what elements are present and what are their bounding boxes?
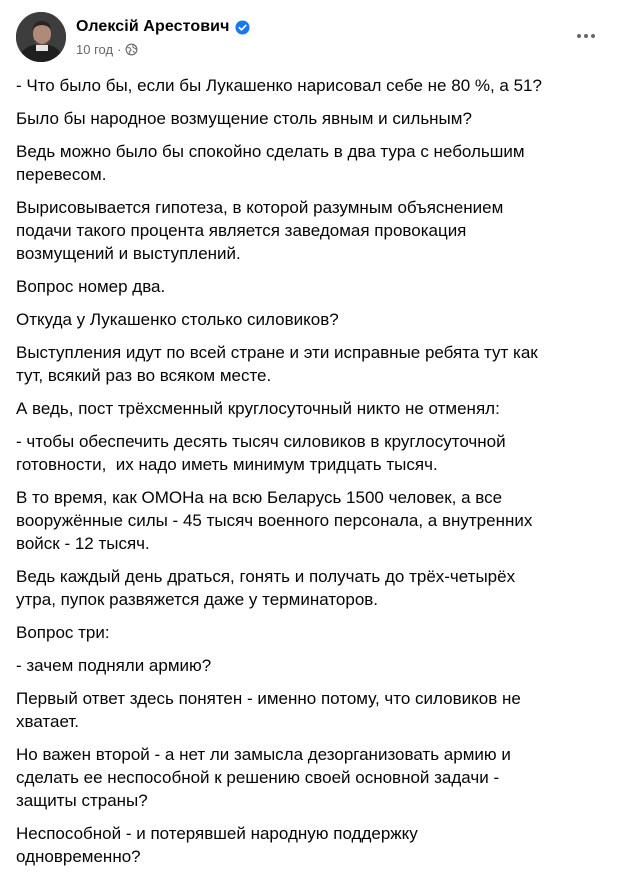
author-name[interactable]: Олексій Арестович xyxy=(76,18,230,35)
post-paragraph: Первый ответ здесь понятен - именно потому, что силовиков не хватает. xyxy=(16,689,521,731)
post-paragraph: - Что было бы, если бы Лукашенко нарисовал себе не 80 %, а 51? xyxy=(16,76,542,95)
post-meta xyxy=(76,42,250,57)
avatar[interactable] xyxy=(16,12,66,62)
avatar-photo xyxy=(16,12,66,62)
post-paragraph: Ведь каждый день драться, гонять и получать до трёх-четырёх утра, пупок развяжется даже у терминаторов. xyxy=(16,567,516,609)
post-paragraph: Откуда у Лукашенко столько силовиков? xyxy=(16,310,339,329)
post-paragraph: Ведь можно было бы спокойно сделать в два тура с небольшим перевесом. xyxy=(16,142,525,184)
post-paragraph: Неспособной - и потерявшей народную поддержку одновременно? xyxy=(16,824,418,866)
post-paragraph: А ведь, пост трёхсменный круглосуточный никто не отменял: xyxy=(16,399,500,418)
post-paragraph: Было бы народное возмущение столь явным и сильным? xyxy=(16,109,472,128)
post-paragraph: Вопрос номер два. xyxy=(16,277,166,296)
author-block xyxy=(76,16,250,57)
post-timestamp[interactable]: 10 год xyxy=(76,42,114,57)
more-horizontal-icon xyxy=(577,34,595,38)
post-paragraph: - зачем подняли армию? xyxy=(16,656,212,675)
verified-badge-icon xyxy=(235,20,250,35)
post-paragraph: - чтобы обеспечить десять тысяч силовиков в круглосуточной готовности, их надо иметь минимум тридцать тысяч. xyxy=(16,432,506,474)
post-paragraph: Но важен второй - а нет ли замысла дезорганизовать армию и сделать ее неспособной к решению своей основной задачи - защиты страны? xyxy=(16,745,511,810)
post-text xyxy=(16,74,604,878)
author-row xyxy=(76,16,250,38)
post-header xyxy=(16,10,604,66)
globe-icon[interactable] xyxy=(125,43,138,56)
post-paragraph: В то время, как ОМОНа на всю Беларусь 1500 человек, а все вооружённые силы - 45 тысяч военного персонала, а внутренних войск - 12 тысяч. xyxy=(16,488,533,553)
more-options-button[interactable] xyxy=(568,22,604,50)
post-paragraph: Вопрос три: xyxy=(16,623,110,642)
post-paragraph: Выступления идут по всей стране и эти исправные ребята тут как тут, всякий раз во всяком месте. xyxy=(16,343,538,385)
post-paragraph: Вырисовывается гипотеза, в которой разумным объяснением подачи такого процента является заведомая провокация возмущений и выступлений. xyxy=(16,198,504,263)
meta-separator: · xyxy=(117,42,122,57)
